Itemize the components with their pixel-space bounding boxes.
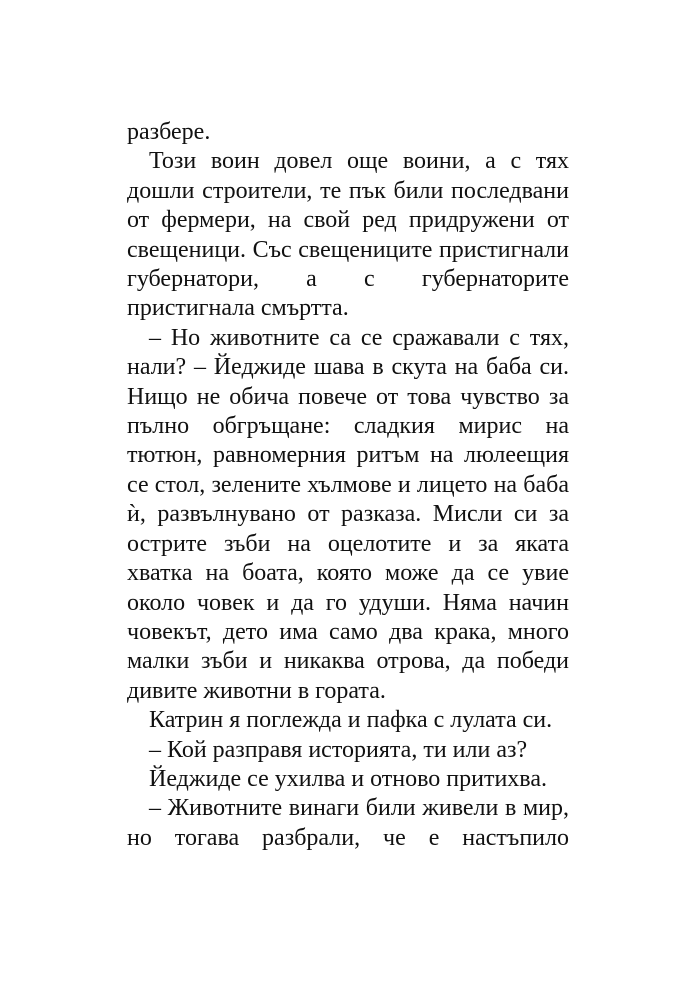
paragraph-4: Катрин я поглежда и пафка с лулата си. [149, 707, 553, 734]
book-page-text [127, 118, 569, 853]
paragraph-3: – Но животните са се сражавали с тях, нали? – Йеджиде шава в скута на баба си. Нищо не обича повече от това чувство за пълно обгръщане: сладкия мирис на тютюн, равномерния ритъм на люлеещия се стол, зелените хълмове и лицето на баба ѝ, развълнувано от разказа. Мисли си за острите зъби на оцелотите и за яката хватка на боата, която може да се увие около човек и да го удуши. Няма начин човекът, дето има само два крака, много малки зъби и никаква отрова, да победи дивите животни в гората. [127, 324, 569, 704]
paragraph-6: Йеджиде се ухилва и отново притихва. [149, 765, 547, 792]
paragraph-1: разбере. [127, 119, 211, 145]
paragraph-2: Този воин довел още воини, а с тях дошли строители, те пък били последвани от фермери, на свой ред придружени от свещеници. Със свещениците пристигнали губернатори, а с губернаторите пристигнала смъртта. [127, 148, 569, 322]
paragraph-7: – Животните винаги били живели в мир, но тогава разбрали, че е настъпило [127, 795, 569, 851]
paragraph-5: – Кой разправя историята, ти или аз? [149, 736, 528, 763]
